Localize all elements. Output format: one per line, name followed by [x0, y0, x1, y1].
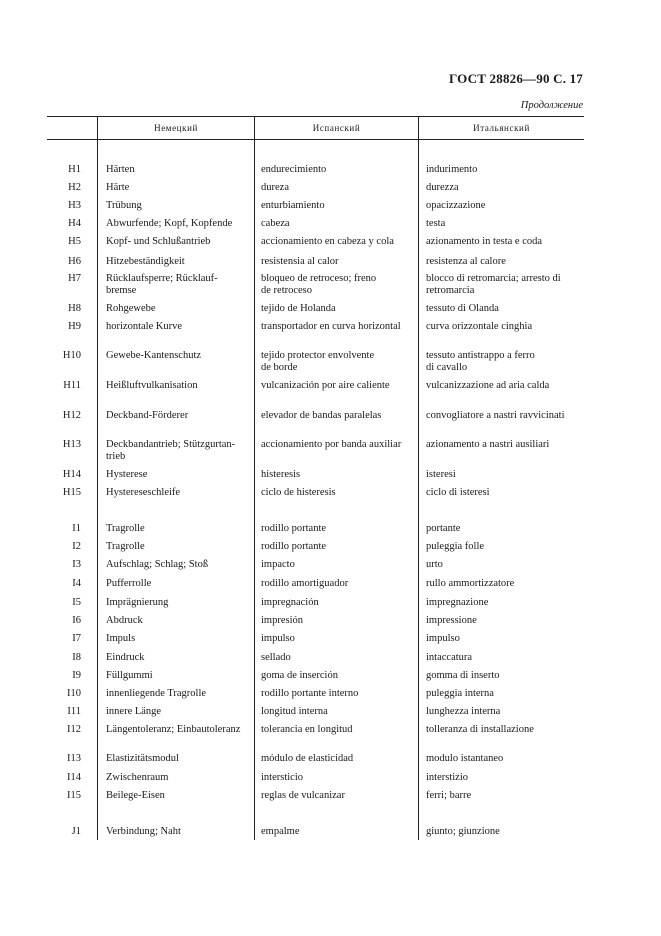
- term-german: Tragrolle: [106, 523, 145, 534]
- term-code: H6: [68, 256, 81, 267]
- term-spanish: tejido protector envolvente de borde: [261, 350, 375, 373]
- term-spanish: impresión: [261, 615, 303, 626]
- term-german: Impuls: [106, 633, 136, 644]
- term-spanish: empalme: [261, 826, 300, 837]
- term-spanish: impacto: [261, 559, 295, 570]
- term-spanish: enturbiamiento: [261, 200, 325, 211]
- term-code: J1: [71, 826, 81, 837]
- term-code: I7: [72, 633, 81, 644]
- column-divider: [254, 116, 255, 840]
- column-divider: [97, 116, 98, 840]
- term-spanish: rodillo portante: [261, 523, 327, 534]
- term-spanish: impulso: [261, 633, 295, 644]
- term-code: I2: [72, 541, 81, 552]
- term-code: H5: [68, 236, 81, 247]
- term-spanish: dureza: [261, 182, 289, 193]
- term-german: Tragrolle: [106, 541, 145, 552]
- term-german: Trübung: [106, 200, 142, 211]
- term-italian: impulso: [426, 633, 460, 644]
- term-spanish: endurecimiento: [261, 164, 327, 175]
- term-spanish: transportador en curva horizontal: [261, 321, 401, 332]
- term-italian: indurimento: [426, 164, 478, 175]
- term-italian: convogliatore a nastri ravvicinati: [426, 410, 565, 421]
- term-italian: tolleranza di installazione: [426, 724, 534, 735]
- term-german: Härte: [106, 182, 130, 193]
- term-german: Härten: [106, 164, 135, 175]
- term-code: H12: [62, 410, 81, 421]
- term-italian: intaccatura: [426, 652, 473, 663]
- term-german: Kopf- und Schlußantrieb: [106, 236, 211, 247]
- term-spanish: accionamiento por banda auxiliar: [261, 439, 402, 450]
- term-code: H4: [68, 218, 81, 229]
- term-german: Heißluftvulkanisation: [106, 380, 198, 391]
- term-german: Füllgummi: [106, 670, 153, 681]
- term-spanish: accionamiento en cabeza y cola: [261, 236, 394, 247]
- term-german: Abwurfende; Kopf, Kopfende: [106, 218, 233, 229]
- term-german: Deckband-Förderer: [106, 410, 189, 421]
- table-top-rule: [47, 116, 584, 117]
- term-code: H2: [68, 182, 81, 193]
- continuation-label: Продолжение: [520, 100, 583, 111]
- term-italian: puleggia folle: [426, 541, 485, 552]
- term-code: I15: [67, 790, 81, 801]
- term-german: Deckbandantrieb; Stützgurtan- trieb: [106, 439, 236, 462]
- term-italian: opacizzazione: [426, 200, 486, 211]
- term-italian: azionamento a nastri ausiliari: [426, 439, 550, 450]
- term-spanish: cabeza: [261, 218, 290, 229]
- term-spanish: elevador de bandas paralelas: [261, 410, 382, 421]
- term-german: Längentoleranz; Einbautoleranz: [106, 724, 241, 735]
- term-code: H14: [62, 469, 81, 480]
- term-german: Hysterese: [106, 469, 148, 480]
- column-header-italian: Итальянский: [473, 123, 530, 133]
- term-spanish: vulcanización por aire caliente: [261, 380, 390, 391]
- term-code: I12: [67, 724, 81, 735]
- term-italian: impregnazione: [426, 597, 489, 608]
- term-german: Beilege-Eisen: [106, 790, 165, 801]
- term-code: H15: [62, 487, 81, 498]
- term-spanish: rodillo portante interno: [261, 688, 359, 699]
- term-italian: vulcanizzazione ad aria calda: [426, 380, 550, 391]
- term-italian: ciclo di isteresi: [426, 487, 490, 498]
- term-code: I11: [67, 706, 81, 717]
- column-header-spanish: Испанский: [312, 123, 361, 133]
- term-italian: modulo istantaneo: [426, 753, 504, 764]
- term-german: Rücklaufsperre; Rücklauf- bremse: [106, 273, 218, 296]
- term-italian: rullo ammortizzatore: [426, 578, 515, 589]
- term-spanish: reglas de vulcanizar: [261, 790, 345, 801]
- term-code: H13: [62, 439, 81, 450]
- term-italian: ferri; barre: [426, 790, 472, 801]
- term-italian: gomma di inserto: [426, 670, 500, 681]
- term-italian: tessuto di Olanda: [426, 303, 499, 314]
- term-german: Abdruck: [106, 615, 143, 626]
- term-german: Verbindung; Naht: [106, 826, 181, 837]
- term-code: I5: [72, 597, 81, 608]
- term-italian: durezza: [426, 182, 459, 193]
- term-spanish: intersticio: [261, 772, 303, 783]
- term-code: H10: [62, 350, 81, 361]
- term-italian: interstizio: [426, 772, 468, 783]
- term-german: Hystereseschleife: [106, 487, 181, 498]
- term-italian: urto: [426, 559, 443, 570]
- term-spanish: rodillo amortiguador: [261, 578, 349, 589]
- term-code: H7: [68, 273, 81, 284]
- term-italian: lunghezza interna: [426, 706, 501, 717]
- term-code: I13: [67, 753, 81, 764]
- term-german: Zwischenraum: [106, 772, 169, 783]
- term-spanish: ciclo de histeresis: [261, 487, 336, 498]
- term-spanish: módulo de elasticidad: [261, 753, 354, 764]
- term-german: Hitzebeständigkeit: [106, 256, 185, 267]
- term-code: I10: [67, 688, 81, 699]
- term-code: H3: [68, 200, 81, 211]
- term-german: innenliegende Tragrolle: [106, 688, 207, 699]
- table-header-rule: [47, 139, 584, 140]
- term-italian: azionamento in testa e coda: [426, 236, 543, 247]
- term-german: Eindruck: [106, 652, 145, 663]
- term-spanish: histeresis: [261, 469, 301, 480]
- term-italian: giunto; giunzione: [426, 826, 500, 837]
- term-italian: portante: [426, 523, 461, 534]
- term-german: horizontale Kurve: [106, 321, 183, 332]
- term-code: H11: [63, 380, 81, 391]
- term-spanish: tolerancia en longitud: [261, 724, 353, 735]
- term-spanish: sellado: [261, 652, 291, 663]
- term-german: innere Länge: [106, 706, 162, 717]
- term-italian: puleggia interna: [426, 688, 494, 699]
- column-header-german: Немецкий: [154, 123, 198, 133]
- term-spanish: longitud interna: [261, 706, 328, 717]
- term-code: I1: [72, 523, 81, 534]
- term-code: I8: [72, 652, 81, 663]
- term-german: Gewebe-Kantenschutz: [106, 350, 202, 361]
- term-italian: resistenza al calore: [426, 256, 506, 267]
- term-spanish: impregnación: [261, 597, 319, 608]
- term-code: I3: [72, 559, 81, 570]
- term-italian: isteresi: [426, 469, 456, 480]
- term-spanish: tejido de Holanda: [261, 303, 336, 314]
- term-german: Imprägnierung: [106, 597, 169, 608]
- column-divider: [418, 116, 419, 840]
- term-spanish: rodillo portante: [261, 541, 327, 552]
- term-spanish: resistensia al calor: [261, 256, 339, 267]
- term-code: H1: [68, 164, 81, 175]
- term-spanish: goma de inserción: [261, 670, 338, 681]
- term-german: Pufferrolle: [106, 578, 152, 589]
- term-italian: blocco di retromarcia; arresto di retromarcia: [426, 273, 561, 296]
- term-code: I6: [72, 615, 81, 626]
- term-german: Rohgewebe: [106, 303, 156, 314]
- term-italian: curva orizzontale cinghia: [426, 321, 533, 332]
- page-header-title: ГОСТ 28826—90 С. 17: [449, 71, 583, 86]
- term-italian: impressione: [426, 615, 477, 626]
- term-code: I14: [67, 772, 81, 783]
- term-italian: testa: [426, 218, 446, 229]
- term-code: I4: [72, 578, 81, 589]
- term-code: I9: [72, 670, 81, 681]
- term-german: Aufschlag; Schlag; Stoß: [106, 559, 209, 570]
- term-code: H9: [68, 321, 81, 332]
- term-spanish: bloqueo de retroceso; freno de retroceso: [261, 273, 377, 296]
- term-german: Elastizitätsmodul: [106, 753, 179, 764]
- term-code: H8: [68, 303, 81, 314]
- term-italian: tessuto antistrappo a ferro di cavallo: [426, 350, 535, 373]
